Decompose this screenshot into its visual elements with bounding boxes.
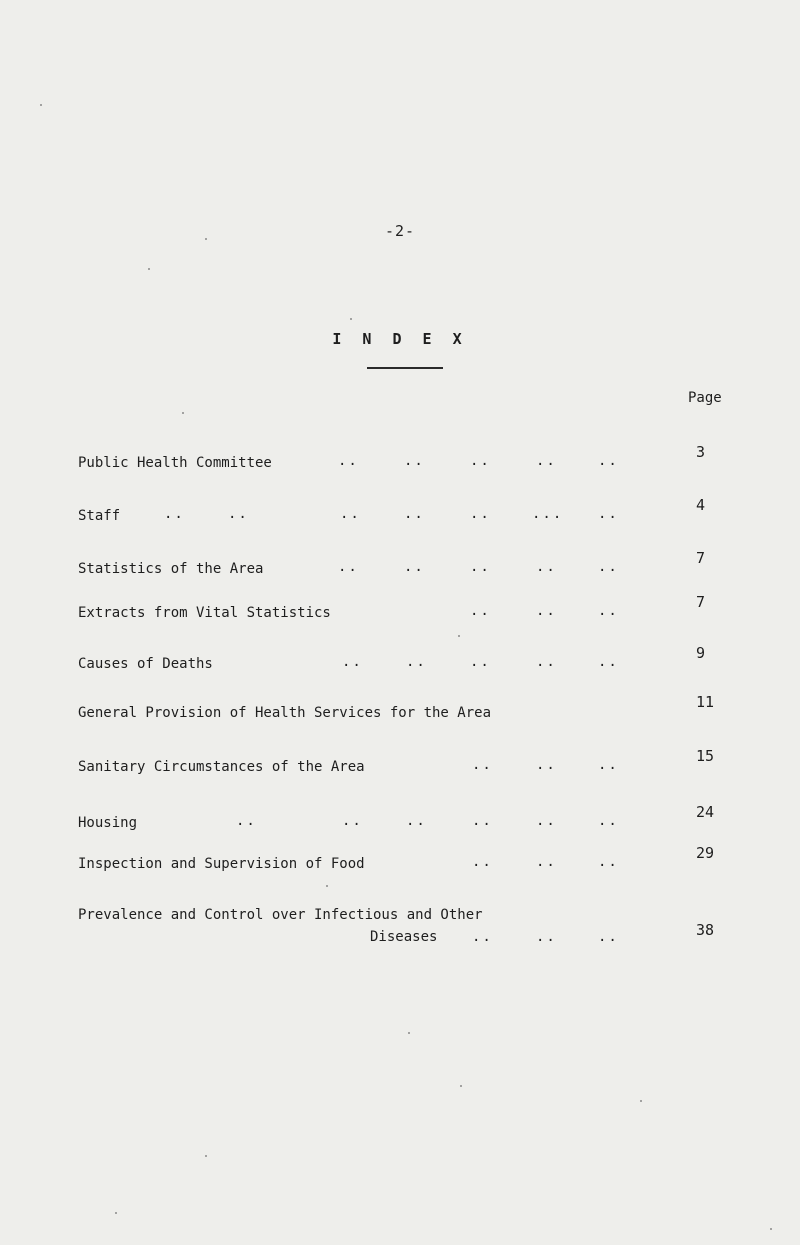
entry-label: Inspection and Supervision of Food xyxy=(78,856,365,872)
leader-dots: .. .. .. .. .. .. xyxy=(236,813,619,829)
index-entry xyxy=(0,803,800,839)
leader-dots: .. .. .. xyxy=(472,757,619,773)
entry-page: 38 xyxy=(696,921,715,939)
index-entry xyxy=(0,907,800,945)
entry-page: 7 xyxy=(696,549,706,567)
leader-dots: .. .. .. .. .. xyxy=(338,453,619,469)
leader-dots: .. .. .. .. .. xyxy=(338,559,619,575)
entry-label: Causes of Deaths xyxy=(78,656,213,672)
entry-label: Staff xyxy=(78,508,121,524)
index-title: I N D E X xyxy=(332,330,468,348)
index-entry xyxy=(0,443,800,479)
index-entry xyxy=(0,644,800,680)
entry-label-continued: Diseases xyxy=(370,929,438,945)
leader-dots: .. .. .. xyxy=(472,929,619,945)
index-entry xyxy=(0,844,800,880)
title-underline xyxy=(367,367,443,369)
entry-page: 3 xyxy=(696,443,706,461)
entry-page: 29 xyxy=(696,844,715,862)
entry-label: Housing xyxy=(78,815,138,831)
entry-label: Statistics of the Area xyxy=(78,561,264,577)
index-entry xyxy=(0,593,800,629)
page-number: -2- xyxy=(384,222,416,240)
leader-dots: .. .. .. .. .. ... .. xyxy=(164,506,619,522)
index-entry xyxy=(0,549,800,585)
index-entry xyxy=(0,496,800,532)
entry-page: 7 xyxy=(696,593,706,611)
entry-label: Sanitary Circumstances of the Area xyxy=(78,759,365,775)
leader-dots: .. .. .. xyxy=(472,854,619,870)
entry-page: 9 xyxy=(696,644,706,662)
entry-page: 24 xyxy=(696,803,715,821)
leader-dots: .. .. .. xyxy=(470,603,619,619)
entry-page: 11 xyxy=(696,693,715,711)
index-entry xyxy=(0,747,800,783)
entry-label: Extracts from Vital Statistics xyxy=(78,605,331,621)
leader-dots: .. .. .. .. .. xyxy=(342,654,619,670)
entry-label: Public Health Committee xyxy=(78,455,272,471)
entry-label: General Provision of Health Services for the Area xyxy=(78,705,492,721)
entry-label: Prevalence and Control over Infectious and Other xyxy=(78,907,483,923)
index-entry xyxy=(0,693,800,729)
entry-page: 15 xyxy=(696,747,715,765)
entry-page: 4 xyxy=(696,496,706,514)
page-column-header: Page xyxy=(688,390,722,406)
